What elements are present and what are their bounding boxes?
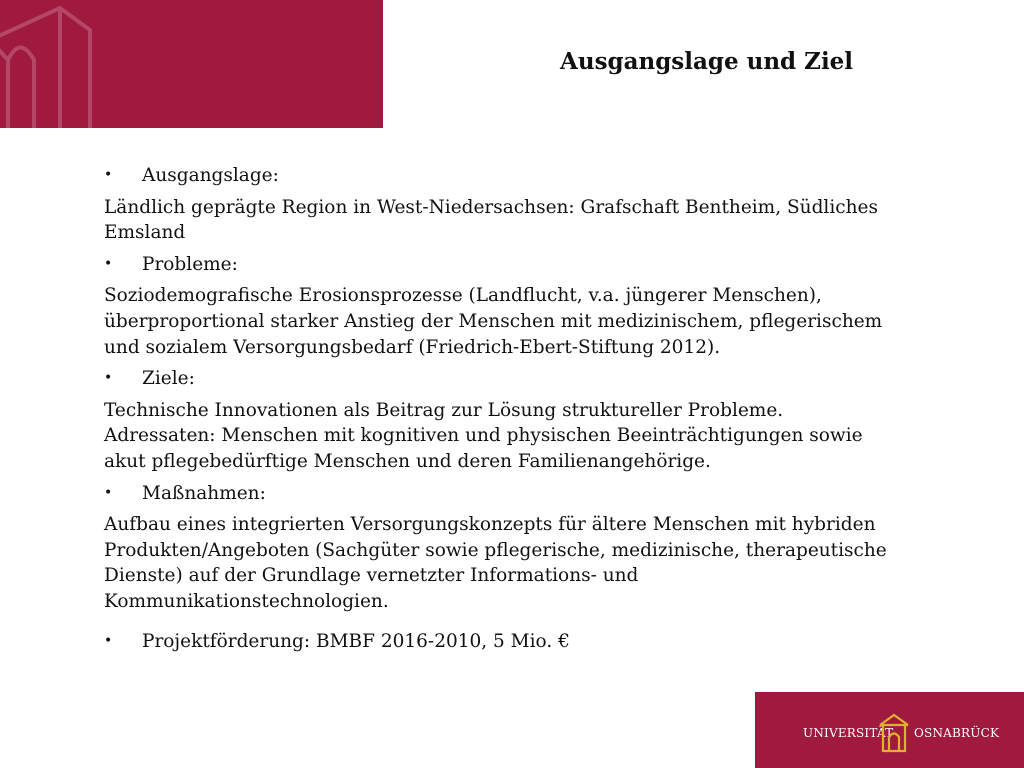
bullet-icon: •: [104, 370, 113, 387]
university-seal-icon: [876, 711, 912, 755]
bullet-item: [104, 252, 954, 278]
bullet-item: [104, 629, 954, 655]
bullet-label: Maßnahmen:: [142, 482, 266, 504]
section-paragraph: Soziodemografische Erosionsprozesse (Landflucht, v.a. jüngerer Menschen), überproportional starker Anstieg der Menschen mit medizinischem, pflegerischem und sozialem Versorgungsbedarf (Friedrich-Ebert-Stiftung 2012).: [104, 285, 883, 358]
bullet-item: [104, 163, 954, 189]
logo-text-right: OSNABRÜCK: [914, 726, 1000, 740]
slide-title: Ausgangslage und Ziel: [560, 48, 854, 75]
bullet-label: Ziele:: [142, 368, 195, 390]
bullet-label: Ausgangslage:: [142, 165, 279, 186]
bullet-icon: •: [104, 255, 113, 272]
bullet-label: Probleme:: [142, 253, 238, 275]
bullet-item: [104, 366, 954, 392]
section-paragraph: Technische Innovationen als Beitrag zur Lösung struktureller Probleme. Adressaten: Menschen mit kognitiven und physischen Beeinträchtigungen sowie akut pflegebedürftige Menschen und deren Familienangehörige.: [104, 399, 863, 472]
header-color-block: [0, 0, 383, 128]
section-paragraph: Ländlich geprägte Region in West-Niedersachsen: Grafschaft Bentheim, Südliches Emsland: [104, 196, 878, 244]
bullet-icon: •: [104, 167, 113, 183]
bullet-icon: •: [104, 632, 113, 649]
bullet-label: Projektförderung: BMBF 2016-2010, 5 Mio. €: [142, 630, 570, 652]
building-outline-icon: [0, 0, 383, 128]
section-paragraph: Aufbau eines integrierten Versorgungskonzepts für ältere Menschen mit hybriden Produkten/Angeboten (Sachgüter sowie pflegerische, medizinische, therapeutische Dienste) auf der Grundlage vernetzter Informations- und Kommunikationstechnologien.: [104, 514, 887, 612]
university-logo: [803, 711, 1003, 755]
slide-content: [104, 159, 954, 660]
bullet-item: [104, 481, 954, 507]
bullet-icon: •: [104, 484, 113, 501]
logo-text-left: UNIVERSITÄT: [803, 726, 894, 740]
